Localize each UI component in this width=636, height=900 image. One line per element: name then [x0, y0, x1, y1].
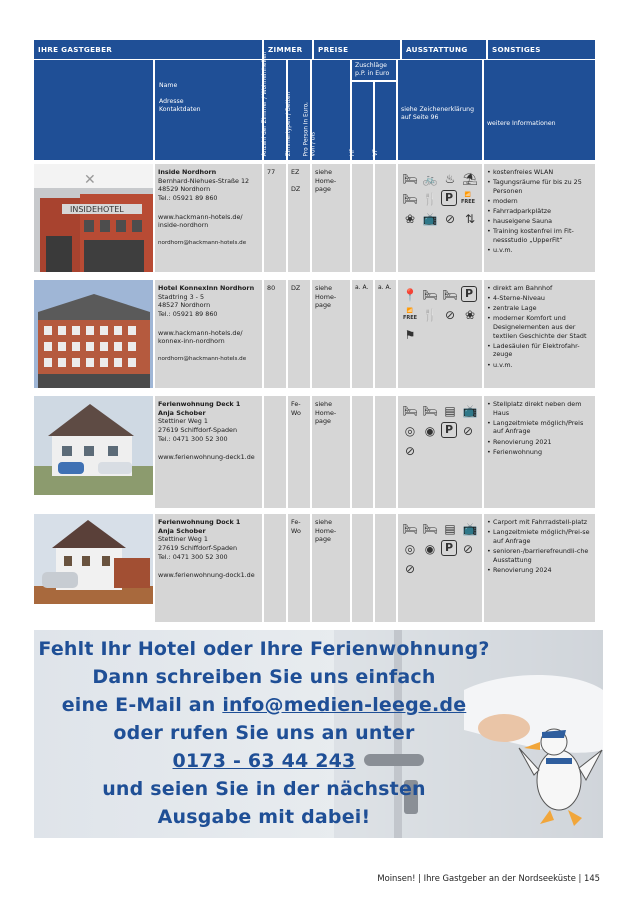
typ-1: EZ [291, 168, 300, 176]
preis-2: Home- [315, 408, 337, 417]
preis-2: Home- [315, 176, 337, 185]
no-pets-icon: ⊘ [404, 561, 416, 576]
info-item: • zentrale Lage [487, 304, 592, 313]
cell-anzahl: 80 [264, 280, 286, 388]
promo-banner [34, 630, 603, 838]
hotel-phone: Tel.: 0471 300 52 300 [158, 434, 228, 443]
hotel-web-2[interactable]: konnex-inn-nordhorn [158, 337, 225, 346]
info-item: • Ferienwohnung [487, 448, 592, 457]
typ-2: DZ [291, 184, 301, 193]
cell-typen [288, 514, 310, 622]
hotel-web-1[interactable]: www.hackmann-hotels.de/ [158, 328, 243, 337]
no-pets-icon: ⊘ [404, 443, 416, 458]
hotel-phone: Tel.: 0471 300 52 300 [158, 552, 228, 561]
subheader-pro-person: Pro Person in Euro, von / bis [303, 101, 317, 156]
subheader-adresse: Adresse [159, 98, 184, 106]
svg-text:INSIDEHOTEL: INSIDEHOTEL [70, 205, 124, 214]
hotel-web-2[interactable]: inside-nordhorn [158, 221, 209, 230]
wifi-free-icon: 📶 FREE [460, 192, 476, 205]
cell-hp [352, 514, 373, 622]
info-item: • Ladesäulen für Elektrofahr-zeuge [487, 342, 592, 359]
fridge-icon: ▤ [444, 521, 456, 536]
banner-line-3 [34, 694, 494, 716]
elevator-icon: ⇅ [464, 211, 476, 226]
washing-machine-icon: ◎ [404, 423, 416, 438]
table-row [34, 164, 595, 272]
cell-vp [375, 164, 396, 272]
preis-3: page [315, 535, 331, 544]
hotel-name: Ferienwohnung Dock 1 [158, 518, 241, 526]
banner-line-3-text: eine E-Mail an [61, 694, 223, 716]
hotel-city: 48527 Nordhorn [158, 301, 211, 310]
info-item: • u.v.m. [487, 361, 592, 370]
hotel-phone: Tel.: 05921 89 860 [158, 193, 218, 202]
info-list [487, 284, 592, 369]
banner-phone [34, 750, 494, 772]
cell-preis [312, 514, 350, 622]
info-list [487, 518, 592, 574]
preis-1: siehe [315, 284, 333, 292]
preis-3: page [315, 301, 331, 310]
typ-2: Wo [291, 408, 301, 417]
info-list [487, 168, 592, 255]
restaurant-icon: 🍴 [422, 307, 438, 322]
double-bed-icon: 🛏 [422, 521, 438, 536]
hotel-name: Inside Nordhorn [158, 168, 217, 176]
info-item: • Training kostenfrei im Fit-nessstudio „UpperFit“ [487, 227, 592, 244]
no-smoking-icon: ⊘ [444, 307, 456, 322]
parking-icon: P [441, 190, 457, 206]
cell-typen [288, 280, 310, 388]
cell-ausstattung [398, 514, 482, 622]
free-label: FREE [402, 315, 418, 321]
info-item: • Stellplatz direkt neben dem Haus [487, 400, 592, 417]
bed-icon: 🛏 [422, 287, 438, 302]
header-ausstattung: AUSSTATTUNG [402, 40, 486, 59]
info-item: • kostenfreies WLAN [487, 168, 592, 177]
wifi-free-icon: 📶 FREE [402, 308, 418, 321]
cell-ausstattung [398, 280, 482, 388]
banner-line-7: Ausgabe mit dabei! [157, 806, 371, 828]
no-pets-icon: ⊘ [444, 211, 456, 226]
hotel-phone: Tel.: 05921 89 860 [158, 309, 218, 318]
info-item: • modern [487, 197, 592, 206]
hotel-street: Bernhard-Niehues-Straße 12 [158, 176, 250, 185]
no-smoking-icon: ⊘ [462, 423, 474, 438]
info-item: • Renovierung 2021 [487, 438, 592, 447]
typ-1: Fe- [291, 400, 301, 408]
typ-1: DZ [291, 284, 301, 292]
header-sonstiges: SONSTIGES [488, 40, 595, 59]
double-bed-icon: 🛏 [442, 287, 458, 302]
subheader-vp-col [372, 82, 396, 160]
hotel-photo [34, 514, 153, 604]
dishwasher-icon: ◉ [424, 541, 436, 556]
no-smoking-icon: ⊘ [462, 541, 474, 556]
parking-icon: P [441, 422, 457, 438]
preis-2: Home- [315, 292, 337, 301]
hotel-web-1[interactable]: www.hackmann-hotels.de/ [158, 212, 243, 221]
cell-preis [312, 280, 350, 388]
fridge-icon: ▤ [444, 403, 456, 418]
typ-1: Fe- [291, 518, 301, 526]
hotel-street: Stadtring 3 - 5 [158, 292, 205, 301]
cell-hp [352, 396, 373, 508]
info-item: • moderner Komfort und Designelementen aus der textilen Geschichte der Stadt [487, 314, 592, 340]
parking-icon: P [461, 286, 477, 302]
cell-vp [375, 514, 396, 622]
ferienwohnung-deck-image [34, 396, 153, 495]
hotel-city: 48529 Nordhorn [158, 185, 211, 194]
subheader-zuschlaege-text: Zuschläge p.P. in Euro [355, 62, 390, 78]
hotel-owner: Anja Schober [158, 526, 206, 535]
tv-icon: 📺 [462, 403, 478, 418]
hotel-info [155, 396, 262, 508]
header-zimmer: ZIMMER [264, 40, 312, 59]
table-row [34, 280, 595, 388]
cell-sonstiges [484, 164, 595, 272]
bed-icon: 🛏 [402, 403, 418, 418]
hotel-web-1[interactable]: www.ferienwohnung-dock1.de [158, 571, 255, 580]
hotel-name: Hotel KonnexInn Nordhorn [158, 284, 255, 292]
cell-sonstiges [484, 396, 595, 508]
banner-line-1: Fehlt Ihr Hotel oder Ihre Ferienwohnung? [38, 638, 490, 660]
preis-1: siehe [315, 518, 333, 526]
cell-hp: a. A. [352, 280, 373, 388]
free-label: FREE [460, 199, 476, 205]
hotel-city: 27619 Schiffdorf-Spaden [158, 543, 238, 552]
inside-hotel-image [34, 164, 153, 272]
cell-ausstattung [398, 396, 482, 508]
dishwasher-icon: ◉ [424, 423, 436, 438]
subheader-weitere-col [484, 60, 595, 160]
bed-icon: 🛏 [402, 171, 418, 186]
subheader-kontakt: Kontaktdaten [159, 106, 201, 114]
subheader-anzahl-col [261, 51, 286, 160]
wellness-icon: ❀ [404, 211, 416, 226]
info-item: • u.v.m. [487, 246, 592, 255]
cell-hp [352, 164, 373, 272]
cell-sonstiges [484, 280, 595, 388]
hotel-street: Stettiner Weg 1 [158, 417, 208, 426]
cell-vp [375, 396, 396, 508]
subheader-name: Name [159, 82, 178, 89]
svg-text:✕: ✕ [84, 172, 96, 188]
bed-icon: 🛏 [402, 521, 418, 536]
hotel-city: 27619 Schiffdorf-Spaden [158, 425, 238, 434]
hotel-email[interactable]: nordhorn@hackmann-hotels.de [158, 355, 247, 362]
subheader-zuschlaege [352, 60, 396, 80]
info-item: • Langzeitmiete möglich/Preis auf Anfrage [487, 419, 592, 436]
cell-typen [288, 396, 310, 508]
subheader-hp: HP [349, 148, 356, 156]
header-gastgeber: IHRE GASTGEBER [34, 40, 262, 59]
preis-3: page [315, 185, 331, 194]
info-item: • Carport mit Fahrradstell-platz [487, 518, 592, 527]
double-bed-icon: 🛏 [422, 403, 438, 418]
banner-line-4: oder rufen Sie uns an unter [113, 722, 415, 744]
banner-phone-link[interactable]: 0173 - 63 44 243 [172, 750, 356, 772]
page-footer: Moinsen! | Ihre Gastgeber an der Nordseeküste | 145 [377, 873, 600, 883]
hotel-web-1[interactable]: www.ferienwohnung-deck1.de [158, 453, 255, 462]
preis-3: page [315, 417, 331, 426]
info-item: • hauseigene Sauna [487, 217, 592, 226]
hotel-photo [34, 280, 153, 388]
table-row [34, 396, 595, 508]
info-item: • Renovierung 2024 [487, 566, 592, 575]
preis-2: Home- [315, 526, 337, 535]
cell-preis [312, 164, 350, 272]
tv-icon: 📺 [422, 211, 438, 226]
banner-email-link[interactable]: info@medien-leege.de [222, 694, 467, 716]
hotel-email[interactable]: nordhorn@hackmann-hotels.de [158, 239, 247, 246]
table-row [34, 514, 595, 622]
hotel-photo [34, 164, 153, 272]
cell-ausstattung [398, 164, 482, 272]
sauna-icon: ♨ [444, 171, 456, 186]
subheader-weitere: weitere Informationen [487, 120, 556, 127]
cell-vp: a. A. [375, 280, 396, 388]
info-item: • senioren-/barrierefreundli-che Ausstattung [487, 547, 592, 564]
ferienwohnung-dock-image [34, 514, 153, 604]
info-item: • 4-Sterne-Niveau [487, 294, 592, 303]
info-item: • Tagungsräume für bis zu 25 Personen [487, 178, 592, 195]
banner-line-6: und seien Sie in der nächsten [102, 778, 426, 800]
info-item: • Langzeitmiete möglich/Prei-se auf Anfrage [487, 528, 592, 545]
cell-sonstiges [484, 514, 595, 622]
subheader-vp: VP [372, 148, 379, 156]
typ-2: Wo [291, 526, 301, 535]
hotel-name: Ferienwohnung Deck 1 [158, 400, 241, 408]
cell-anzahl [264, 396, 286, 508]
subheader-zeichen: siehe Zeichenerklärung auf Seite 96 [401, 106, 475, 122]
hotel-photo [34, 396, 153, 495]
subheader-anzahl: Anzahl der Zimmer / Wohneinheiten [261, 51, 268, 156]
double-bed-icon: 🛏 [402, 191, 418, 206]
konnexinn-hotel-image [34, 280, 153, 388]
cell-preis [312, 396, 350, 508]
hotel-street: Stettiner Weg 1 [158, 535, 208, 544]
preis-1: siehe [315, 400, 333, 408]
cell-typen [288, 164, 310, 272]
cell-anzahl [264, 514, 286, 622]
table-header [34, 40, 595, 59]
restaurant-icon: 🍴 [422, 191, 438, 206]
info-item: • Fahrradparkplätze [487, 207, 592, 216]
parking-icon: P [441, 540, 457, 556]
hotel-info [155, 514, 262, 622]
tv-icon: 📺 [462, 521, 478, 536]
subheader-zeichen-col [398, 60, 482, 160]
table-subheader [34, 51, 595, 160]
subheader-hp-col [349, 82, 373, 160]
header-preise: PREISE [314, 40, 400, 59]
subheader-name-col [155, 60, 262, 160]
banner-line-2: Dann schreiben Sie uns einfach [92, 666, 436, 688]
washing-machine-icon: ◎ [404, 541, 416, 556]
info-item: • direkt am Bahnhof [487, 284, 592, 293]
beach-icon: ⛱ [462, 171, 478, 186]
cell-anzahl: 77 [264, 164, 286, 272]
subheader-preis-col [303, 60, 350, 160]
info-list [487, 400, 592, 456]
subheader-photo-col [34, 60, 153, 160]
conference-icon: ⚑ [404, 327, 416, 342]
location-icon: 📍 [402, 287, 418, 302]
preis-1: siehe [315, 168, 333, 176]
wellness-icon: ❀ [464, 307, 476, 322]
subheader-typen: Zimmertypen / Betten [285, 91, 292, 156]
hotel-info [155, 280, 262, 388]
bicycle-icon: 🚲 [422, 171, 438, 186]
hotel-info [155, 164, 262, 272]
hotel-owner: Anja Schober [158, 408, 206, 417]
